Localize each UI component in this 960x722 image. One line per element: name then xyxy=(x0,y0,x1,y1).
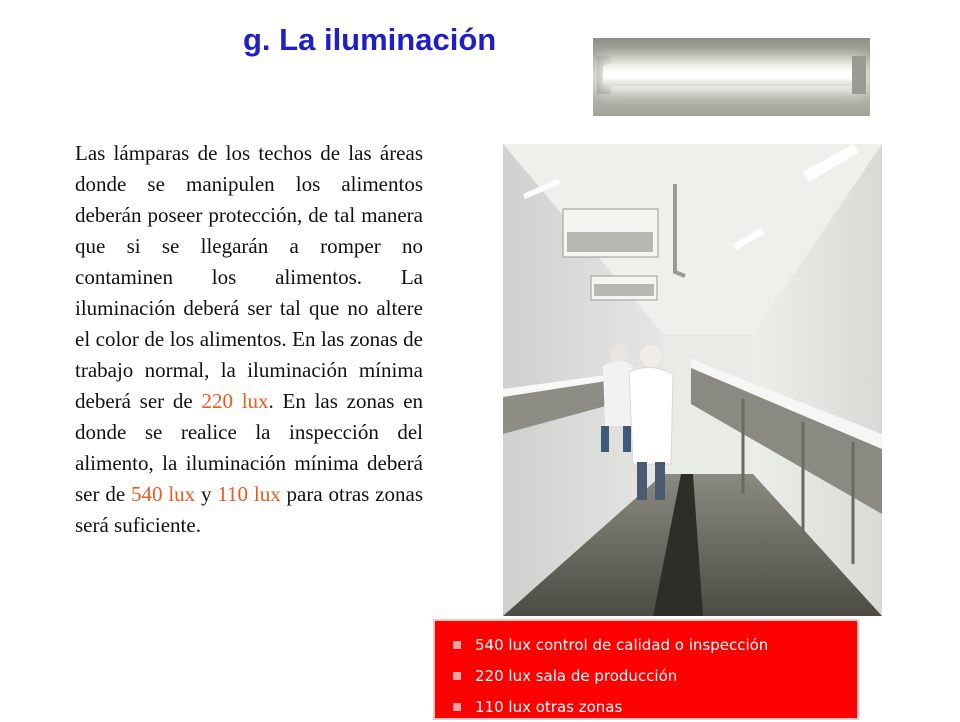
lux-value-220: 220 lux xyxy=(201,389,269,413)
paragraph-text-4: para otras zonas será suficiente. xyxy=(75,482,423,537)
paragraph-text-3: y xyxy=(195,482,218,506)
square-bullet-icon xyxy=(453,672,461,680)
list-item xyxy=(453,660,857,691)
lamp-bracket-right xyxy=(852,56,866,94)
lighting-paragraph xyxy=(75,138,423,541)
slide-title: g. La iluminación xyxy=(243,22,497,57)
lux-value-110: 110 lux xyxy=(217,482,281,506)
processing-room-photo xyxy=(503,144,882,616)
list-item xyxy=(453,691,857,722)
legend-item-label: 220 lux sala de producción xyxy=(475,666,678,685)
fluorescent-lamp-photo xyxy=(593,38,870,116)
lux-legend-box xyxy=(433,619,859,720)
square-bullet-icon xyxy=(453,703,461,711)
list-item xyxy=(453,629,857,660)
paragraph-text-2: . En las zonas en donde se realice la inspección del alimento, la iluminación mínima deberá ser de xyxy=(75,389,424,506)
square-bullet-icon xyxy=(453,641,461,649)
lamp-tube xyxy=(603,64,860,86)
lux-value-540: 540 lux xyxy=(130,482,196,506)
paragraph-text-1: Las lámparas de los techos de las áreas donde se manipulen los alimentos deberán poseer protección, de tal manera que si se llegarán a romper no contaminen los alimentos. La iluminación deberá ser tal que no altere el color de los alimentos. En las zonas de trabajo normal, la iluminación mínima deberá ser de xyxy=(75,141,423,413)
legend-item-label: 110 lux otras zonas xyxy=(475,697,623,716)
legend-item-label: 540 lux control de calidad o inspección xyxy=(475,635,769,654)
lux-legend-list xyxy=(435,621,857,722)
